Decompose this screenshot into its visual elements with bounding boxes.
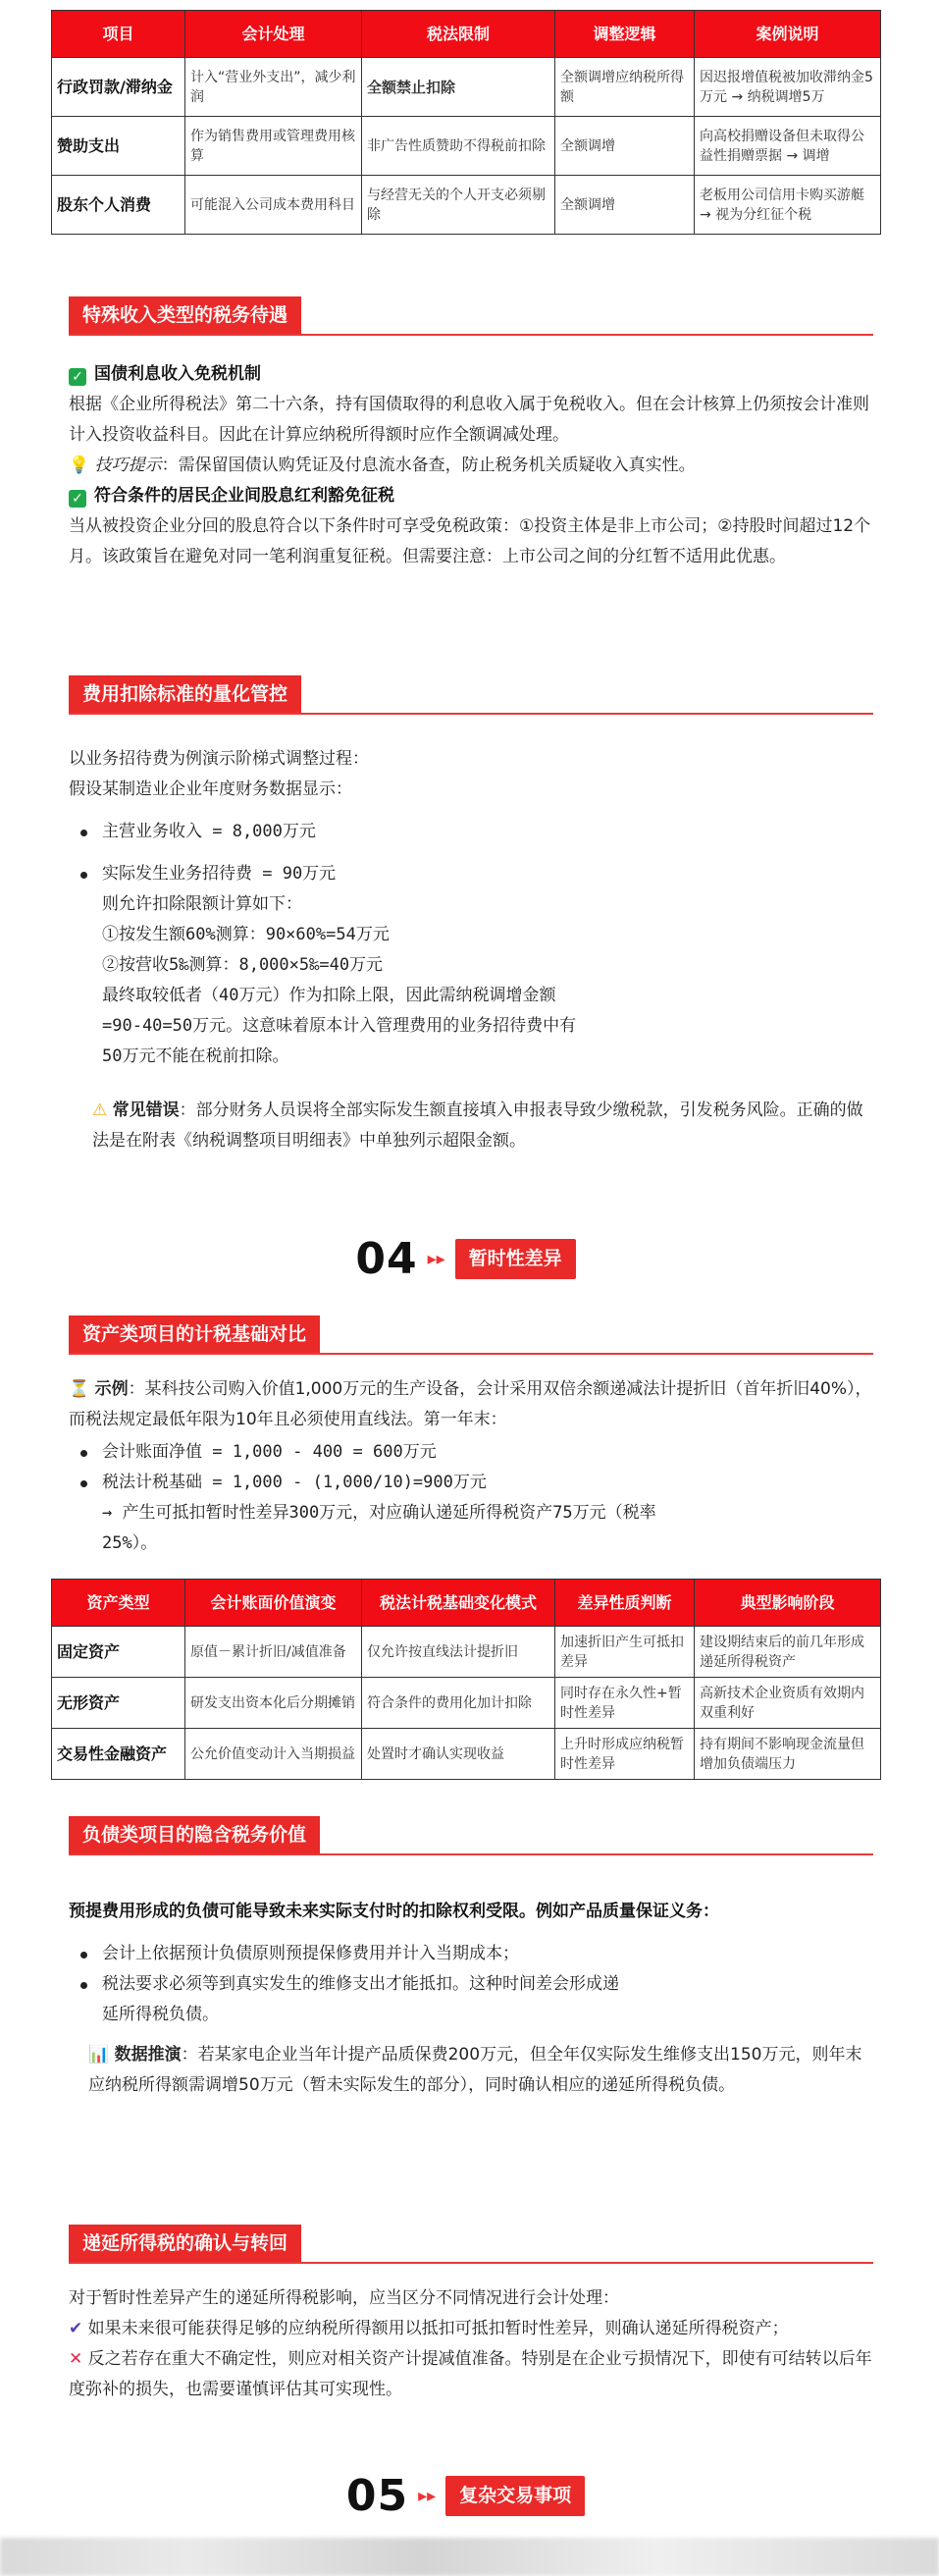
table-row: [52, 58, 881, 117]
list-line: ①按发生额60%测算：90×60%=54万元: [102, 925, 390, 944]
table-header-cell: 会计处理: [185, 11, 362, 58]
table-cell: 作为销售费用或管理费用核算: [185, 117, 362, 176]
table-cell: 持有期间不影响现金流量但增加负债端压力: [695, 1729, 881, 1780]
expense-body: [69, 744, 875, 1156]
section-divider: [69, 713, 873, 715]
yes-item: [69, 2314, 875, 2344]
chapter-number: 04: [355, 1234, 418, 1284]
hourglass-icon: ⏳: [69, 1379, 90, 1399]
deferred-body: [69, 2283, 875, 2405]
blurred-footer: [0, 2538, 939, 2576]
table-header-row: [52, 1580, 881, 1627]
liability-body: [69, 1897, 875, 2101]
table-header-cell: 资产类型: [52, 1580, 185, 1627]
data-text: ：若某家电企业当年计提产品质保费200万元，但全年仅实际发生维修支出150万元，则年末应纳税所得额需调增50万元（暂未实际发生的部分），同时确认相应的递延所得税负债。: [88, 2045, 862, 2095]
table-cell: 原值－累计折旧/减值准备: [185, 1627, 362, 1678]
table-row: [52, 1729, 881, 1780]
chapter-banner-04: [51, 1234, 880, 1284]
table-cell: 仅允许按直线法计提折旧: [362, 1627, 555, 1678]
section-title: 特殊收入类型的税务待遇: [69, 296, 301, 334]
data-label: 数据推演: [114, 2045, 182, 2065]
list-line: =90-40=50万元。这意味着原本计入管理费用的业务招待费中有: [102, 1016, 577, 1036]
table-cell: 研发支出资本化后分期摊销: [185, 1678, 362, 1729]
list-line: 税法要求必须等到真实发生的维修支出才能抵扣。这种时间差会形成递: [102, 1974, 619, 1994]
section-divider: [69, 1853, 873, 1855]
tip-text: ：需保留国债认购凭证及付息流水备查，防止税务机关质疑收入真实性。: [161, 456, 696, 475]
table-cell: 全额调增: [555, 117, 695, 176]
tip-label: 技巧提示: [94, 456, 162, 475]
chapter-banner-05: [51, 2471, 880, 2521]
section-title: 费用扣除标准的量化管控: [69, 675, 301, 713]
lead-paragraph: 预提费用形成的负债可能导致未来实际支付时的扣除权利受限。例如产品质量保证义务：: [69, 1902, 719, 1921]
table-cell: 处置时才确认实现收益: [362, 1729, 555, 1780]
checkmark-icon: ✔: [69, 2319, 83, 2338]
table-cell: 公允价值变动计入当期损益: [185, 1729, 362, 1780]
list-item: 主营业务收入 = 8,000万元: [69, 817, 875, 847]
example-label: 示例: [94, 1379, 129, 1399]
arrow-right-icon: ▸▸: [418, 2486, 437, 2506]
no-item: [69, 2344, 875, 2405]
table-cell: 向高校捐赠设备但未取得公益性捐赠票据 → 调增: [695, 117, 881, 176]
table-header-cell: 案例说明: [695, 11, 881, 58]
warning-icon: ⚠: [92, 1100, 108, 1120]
section-title: 递延所得税的确认与转回: [69, 2225, 301, 2262]
list-line: 最终取较低者（40万元）作为扣除上限，因此需纳税调增金额: [102, 986, 556, 1005]
data-note: [69, 2040, 875, 2101]
warning-text: ：部分财务人员误将全部实际发生额直接填入申报表导致少缴税款，引发税务风险。正确的做法是在附表《纳税调整项目明细表》中单独列示超限金额。: [92, 1100, 863, 1151]
list-line: 税法计税基础 = 1,000 - (1,000/10)=900万元: [102, 1473, 487, 1492]
paragraph: 对于暂时性差异产生的递延所得税影响，应当区分不同情况进行会计处理：: [69, 2288, 619, 2308]
table-cell: 符合条件的费用化加计扣除: [362, 1678, 555, 1729]
subheading-text: 符合条件的居民企业间股息红利豁免征税: [94, 486, 394, 506]
section-header-asset: [69, 1315, 873, 1355]
table-header-cell: 项目: [52, 11, 185, 58]
table-row: [52, 117, 881, 176]
example-text: ：某科技公司购入价值1,000万元的生产设备，会计采用双倍余额递减法计提折旧（首年折旧40%），而税法规定最低年限为10年且必须使用直线法。第一年末：: [69, 1379, 872, 1429]
paragraph: 当从被投资企业分回的股息符合以下条件时可享受免税政策：①投资主体是非上市公司；②持股时间超过12个月。该政策旨在避免对同一笔利润重复征税。但需要注意：上市公司之间的分红暂不适用此优惠。: [69, 516, 871, 566]
lightbulb-icon: 💡: [69, 456, 90, 475]
section-divider: [69, 334, 873, 336]
table-cell: 建设期结束后的前几年形成递延所得税资产: [695, 1627, 881, 1678]
table-cell: 与经营无关的个人开支必须剔除: [362, 176, 555, 235]
table-row: [52, 1678, 881, 1729]
section-title: 负债类项目的隐含税务价值: [69, 1816, 320, 1853]
subheading: [69, 481, 875, 511]
subheading: [69, 359, 875, 390]
checkbox-icon: ✓: [69, 490, 86, 508]
table-cell: 上升时形成应纳税暂时性差异: [555, 1729, 695, 1780]
table-cell: 可能混入公司成本费用科目: [185, 176, 362, 235]
section-divider: [69, 1353, 873, 1355]
list-line: 25%）。: [102, 1533, 158, 1553]
list-line: ②按营收5‰测算：8,000×5‰=40万元: [102, 955, 384, 975]
chapter-tag: 暂时性差异: [455, 1239, 576, 1279]
list-item: [69, 859, 875, 1072]
section-title: 资产类项目的计税基础对比: [69, 1315, 320, 1353]
list-line: 则允许扣除限额计算如下：: [102, 894, 302, 914]
section-header-deferred: [69, 2225, 873, 2264]
table-cell: 交易性金融资产: [52, 1729, 185, 1780]
adjustment-table: [51, 10, 881, 235]
checkbox-icon: ✓: [69, 368, 86, 386]
yes-text: 如果未来很可能获得足够的应纳税所得额用以抵扣可抵扣暂时性差异，则确认递延所得税资产；: [87, 2319, 789, 2338]
section-header-special-income: [69, 296, 873, 336]
list-item: 会计上依据预计负债原则预提保修费用并计入当期成本；: [69, 1939, 875, 1969]
list-item: [69, 1468, 875, 1559]
list-item: [69, 1969, 875, 2030]
paragraph: 以业务招待费为例演示阶梯式调整过程：: [69, 749, 369, 769]
calc-list: [69, 817, 875, 1072]
tip-line: [69, 451, 875, 481]
chapter-tag: 复杂交易事项: [445, 2476, 585, 2516]
bar-chart-icon: 📊: [88, 2045, 110, 2065]
calc-list: [69, 1437, 875, 1559]
table-cell: 因迟报增值税被加收滞纳金5万元 → 纳税调增5万: [695, 58, 881, 117]
table-cell: 全额调增: [555, 176, 695, 235]
table-cell: 同时存在永久性+暂时性差异: [555, 1678, 695, 1729]
special-income-body: [69, 359, 875, 572]
table-header-cell: 会计账面价值演变: [185, 1580, 362, 1627]
list-line: → 产生可抵扣暂时性差异300万元，对应确认递延所得税资产75万元（税率: [102, 1503, 656, 1523]
table-cell: 老板用公司信用卡购买游艇 → 视为分红征个税: [695, 176, 881, 235]
warning-note: [69, 1096, 875, 1156]
list-item: 会计账面净值 = 1,000 - 400 = 600万元: [69, 1437, 875, 1468]
table-cell: 高新技术企业资质有效期内双重利好: [695, 1678, 881, 1729]
table-header-cell: 调整逻辑: [555, 11, 695, 58]
section-header-expense: [69, 675, 873, 715]
list-line: 实际发生业务招待费 = 90万元: [102, 864, 337, 884]
table-cell: 非广告性质赞助不得税前扣除: [362, 117, 555, 176]
table-cell: 全额禁止扣除: [362, 58, 555, 117]
list-line: 延所得税负债。: [102, 2005, 219, 2024]
table-cell: 行政罚款/滞纳金: [52, 58, 185, 117]
table-cell: 股东个人消费: [52, 176, 185, 235]
table-cell: 加速折旧产生可抵扣差异: [555, 1627, 695, 1678]
section-header-liability: [69, 1816, 873, 1855]
table-cell: 赞助支出: [52, 117, 185, 176]
table-header-cell: 税法限制: [362, 11, 555, 58]
table-cell: 全额调增应纳税所得额: [555, 58, 695, 117]
no-text: 反之若存在重大不确定性，则应对相关资产计提减值准备。特别是在企业亏损情况下，即使有可结转以后年度弥补的损失，也需要谨慎评估其可实现性。: [69, 2349, 872, 2399]
table-cell: 固定资产: [52, 1627, 185, 1678]
list-line: 50万元不能在税前扣除。: [102, 1046, 289, 1066]
table-row: [52, 1627, 881, 1678]
chapter-number: 05: [345, 2471, 409, 2521]
paragraph: 假设某制造业企业年度财务数据显示：: [69, 779, 352, 799]
table-row: [52, 176, 881, 235]
table-cell: 无形资产: [52, 1678, 185, 1729]
section-divider: [69, 2262, 873, 2264]
asset-comparison-table: [51, 1579, 881, 1780]
arrow-right-icon: ▸▸: [427, 1249, 445, 1269]
table-cell: 计入“营业外支出”，减少利润: [185, 58, 362, 117]
point-list: [69, 1939, 875, 2030]
subheading-text: 国债利息收入免税机制: [94, 364, 261, 384]
table-header-cell: 差异性质判断: [555, 1580, 695, 1627]
cross-icon: ✕: [69, 2349, 83, 2369]
table-header-cell: 典型影响阶段: [695, 1580, 881, 1627]
example-paragraph: [69, 1374, 875, 1435]
table-header-row: [52, 11, 881, 58]
warning-label: 常见错误: [112, 1100, 180, 1120]
asset-body: [69, 1374, 875, 1559]
paragraph: 根据《企业所得税法》第二十六条，持有国债取得的利息收入属于免税收入。但在会计核算上仍须按会计准则计入投资收益科目。因此在计算应纳税所得额时应作全额调减处理。: [69, 395, 869, 445]
table-header-cell: 税法计税基础变化模式: [362, 1580, 555, 1627]
